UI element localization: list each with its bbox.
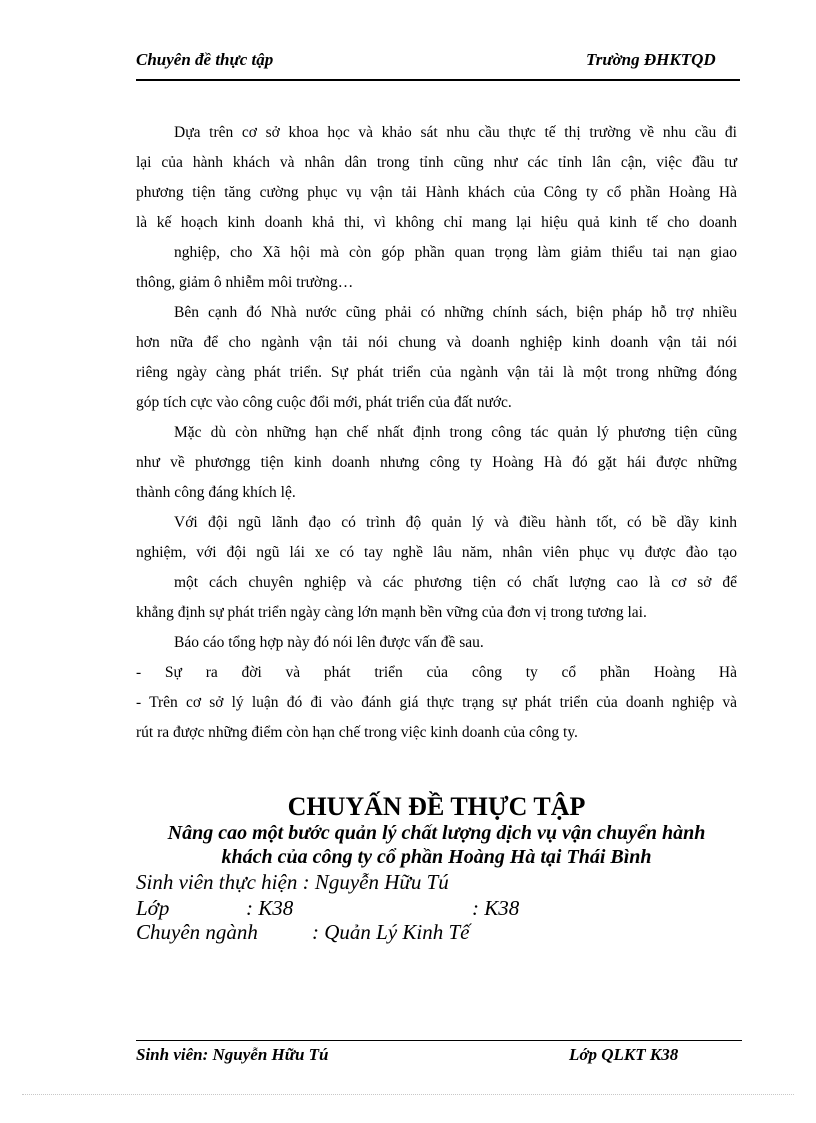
- report-subtitle-line2: khách của công ty cổ phần Hoàng Hà tại Thái Bình: [221, 846, 652, 868]
- student-info: Sinh viên thực hiện : Nguyễn Hữu Tú: [136, 870, 449, 894]
- footer-left: Sinh viên: Nguyễn Hữu Tú: [136, 1045, 329, 1064]
- class-label: Lớp: [136, 896, 170, 920]
- page-bottom-dotted-line: [22, 1094, 794, 1095]
- header-right: Trường ĐHKTQD: [586, 50, 716, 69]
- header-rule: [136, 79, 740, 81]
- header-left: Chuyên đề thực tập: [136, 50, 274, 69]
- report-subtitle-line1: Nâng cao một bước quản lý chất lượng dịch vụ vận chuyển hành: [167, 822, 706, 844]
- body-line: Báo cáo tổng hợp này đó nói lên được vấn đề sau.: [174, 634, 484, 651]
- body-line: riêng ngày càng phát triển. Sự phát triển của ngành vận tải là một trong những đóng: [136, 364, 737, 381]
- body-line: thông, giảm ô nhiễm môi trường…: [136, 274, 354, 291]
- body-line: hơn nữa để cho ngành vận tải nói chung và doanh nghiệp kinh doanh vận tải nói: [136, 334, 737, 351]
- body-line: rút ra được những điểm còn hạn chế trong việc kinh doanh của công ty.: [136, 724, 578, 741]
- body-line: một cách chuyên nghiệp và các phương tiện có chất lượng cao là cơ sở để: [174, 574, 737, 591]
- body-line: - Sự ra đời và phát triển của công ty cổ phần Hoàng Hà: [136, 664, 737, 681]
- class-value: : K38: [246, 896, 294, 920]
- report-title: CHUYẤN ĐỀ THỰC TẬP: [287, 792, 586, 821]
- major-label: Chuyên ngành: [136, 920, 258, 944]
- class-value-2: : K38: [472, 896, 520, 920]
- body-line: Bên cạnh đó Nhà nước cũng phải có những chính sách, biện pháp hỗ trợ nhiều: [174, 304, 737, 321]
- major-value: : Quản Lý Kinh Tế: [312, 920, 470, 944]
- body-line: Với đội ngũ lãnh đạo có trình độ quản lý và điều hành tốt, có bề dầy kinh: [174, 514, 737, 531]
- body-line: Mặc dù còn những hạn chế nhất định trong công tác quản lý phương tiện cũng: [174, 424, 737, 441]
- body-line: là kế hoạch kinh doanh khả thi, vì không chỉ mang lại hiệu quả kinh tế cho doanh: [136, 214, 737, 231]
- body-text: [136, 118, 737, 748]
- body-line: góp tích cực vào công cuộc đổi mới, phát triển của đất nước.: [136, 394, 512, 411]
- body-line: khẳng định sự phát triển ngày càng lớn mạnh bền vững của đơn vị trong tương lai.: [136, 604, 647, 621]
- body-line: lại của hành khách và nhân dân trong tỉnh cũng như các tỉnh lân cận, việc đầu tư: [136, 154, 737, 171]
- body-line: thành công đáng khích lệ.: [136, 484, 296, 501]
- footer-right: Lớp QLKT K38: [569, 1045, 679, 1064]
- body-line: như về phươngg tiện kinh doanh nhưng công ty Hoàng Hà đó gặt hái được những: [136, 454, 737, 471]
- body-line: nghiệp, cho Xã hội mà còn góp phần quan trọng làm giảm thiểu tai nạn giao: [174, 244, 737, 261]
- body-line: phương tiện tăng cường phục vụ vận tải Hành khách của Công ty cổ phần Hoàng Hà: [136, 184, 737, 201]
- footer-rule: [136, 1040, 742, 1041]
- body-line: - Trên cơ sở lý luận đó đi vào đánh giá thực trạng sự phát triển của doanh nghiệp và: [136, 694, 737, 711]
- body-line: Dựa trên cơ sở khoa học và khảo sát nhu cầu thực tế thị trường về nhu cầu đi: [174, 124, 737, 141]
- body-line: nghiệm, với đội ngũ lái xe có tay nghề lâu năm, nhân viên phục vụ được đào tạo: [136, 544, 737, 561]
